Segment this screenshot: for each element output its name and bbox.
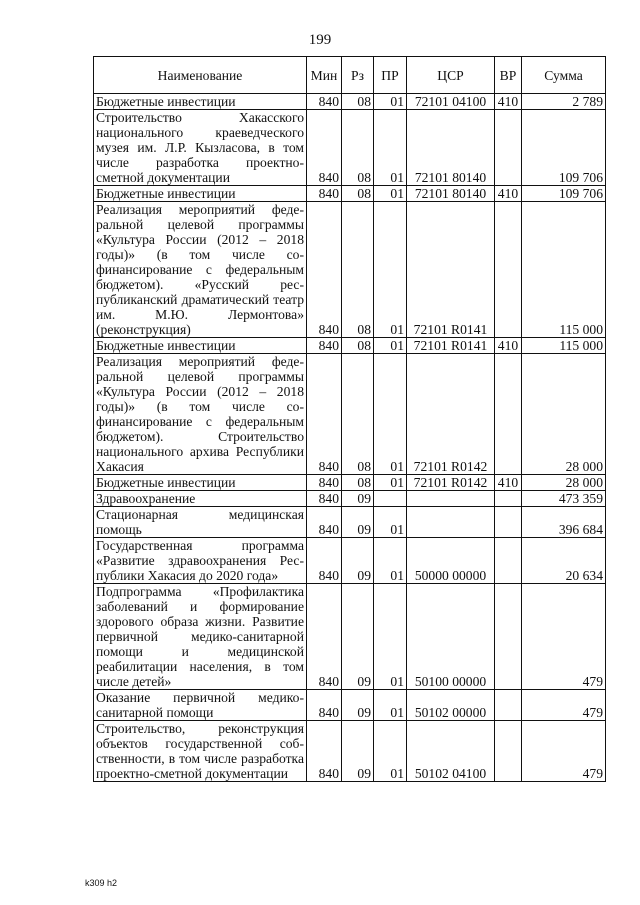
row-csr-cell: 72101 80140 (407, 110, 495, 186)
row-pr-cell: 01 (374, 94, 407, 110)
row-name-cell: Стационарная медицинская помощь (94, 507, 307, 538)
row-sum-cell: 479 (522, 721, 606, 782)
row-sum-cell: 115 000 (522, 338, 606, 354)
row-name-cell: Строительство, реконструкция объектов государственной собственности, в том числе разработка проектно-сметной документации (94, 721, 307, 782)
row-vr-cell: 410 (495, 475, 522, 491)
row-name-cell: Реализация мероприятий федеральной целевой программы «Культура России (2012 – 2018 годы)» (в том числе софинансирование с федеральным бюджетом). Строительство национального архива Республики Хакасия (94, 354, 307, 475)
row-sum-cell: 479 (522, 690, 606, 721)
table-row (94, 491, 606, 507)
row-pr-cell: 01 (374, 186, 407, 202)
row-min-cell: 840 (307, 186, 342, 202)
row-name-cell: Государственная программа «Развитие здравоохранения Республики Хакасия до 2020 года» (94, 538, 307, 584)
row-vr-cell (495, 690, 522, 721)
row-name-cell: Бюджетные инвестиции (94, 186, 307, 202)
row-name-cell: Бюджетные инвестиции (94, 338, 307, 354)
column-header-csr: ЦСР (407, 57, 495, 94)
row-pr-cell: 01 (374, 338, 407, 354)
row-vr-cell (495, 110, 522, 186)
row-csr-cell: 72101 R0141 (407, 338, 495, 354)
row-min-cell: 840 (307, 338, 342, 354)
row-name-cell: Реализация мероприятий федеральной целевой программы «Культура России (2012 – 2018 годы)» (в том числе софинансирование с федеральным бюджетом). «Русский республиканский драматический театр им. М.Ю. Лермонтова» (реконструкция) (94, 202, 307, 338)
row-vr-cell (495, 491, 522, 507)
page-number: 199 (308, 32, 332, 48)
table-row (94, 338, 606, 354)
row-csr-cell: 72101 04100 (407, 94, 495, 110)
row-name-cell: Строительство Хакасского национального краеведческого музея им. Л.Р. Кызласова, в том числе разработка проектно-сметной документации (94, 110, 307, 186)
row-pr-cell: 01 (374, 507, 407, 538)
row-csr-cell: 72101 R0141 (407, 202, 495, 338)
row-vr-cell: 410 (495, 94, 522, 110)
row-rz-cell: 09 (342, 584, 374, 690)
row-name-cell: Подпрограмма «Профилактика заболеваний и формирование здорового образа жизни. Развитие первичной медико-санитарной помощи и медицинской реабилитации населения, в том числе детей» (94, 584, 307, 690)
column-header-sum: Сумма (522, 57, 606, 94)
row-min-cell: 840 (307, 538, 342, 584)
row-csr-cell: 50102 04100 (407, 721, 495, 782)
column-header-vr: ВР (495, 57, 522, 94)
row-rz-cell: 08 (342, 354, 374, 475)
table-row (94, 721, 606, 782)
row-vr-cell: 410 (495, 338, 522, 354)
table-row (94, 94, 606, 110)
row-name-cell: Бюджетные инвестиции (94, 475, 307, 491)
table-row (94, 202, 606, 338)
table-row (94, 507, 606, 538)
row-vr-cell (495, 507, 522, 538)
row-vr-cell (495, 584, 522, 690)
row-min-cell: 840 (307, 110, 342, 186)
row-name-cell: Бюджетные инвестиции (94, 94, 307, 110)
row-sum-cell: 28 000 (522, 354, 606, 475)
table-row (94, 538, 606, 584)
row-pr-cell: 01 (374, 538, 407, 584)
row-sum-cell: 28 000 (522, 475, 606, 491)
row-vr-cell (495, 202, 522, 338)
row-sum-cell: 479 (522, 584, 606, 690)
row-pr-cell: 01 (374, 690, 407, 721)
row-sum-cell: 115 000 (522, 202, 606, 338)
table-header (94, 57, 606, 94)
row-rz-cell: 09 (342, 721, 374, 782)
row-rz-cell: 09 (342, 507, 374, 538)
table-row (94, 354, 606, 475)
row-csr-cell (407, 507, 495, 538)
column-header-pr: ПР (374, 57, 407, 94)
table-row (94, 690, 606, 721)
row-rz-cell: 08 (342, 338, 374, 354)
table-row (94, 110, 606, 186)
row-vr-cell (495, 538, 522, 584)
row-sum-cell: 2 789 (522, 94, 606, 110)
table-row (94, 475, 606, 491)
row-rz-cell: 08 (342, 94, 374, 110)
row-sum-cell: 20 634 (522, 538, 606, 584)
row-sum-cell: 109 706 (522, 186, 606, 202)
table-row (94, 186, 606, 202)
row-min-cell: 840 (307, 475, 342, 491)
row-csr-cell: 72101 R0142 (407, 475, 495, 491)
row-min-cell: 840 (307, 354, 342, 475)
column-header-min: Мин (307, 57, 342, 94)
row-min-cell: 840 (307, 94, 342, 110)
row-csr-cell: 50000 00000 (407, 538, 495, 584)
row-name-cell: Оказание первичной медико-санитарной помощи (94, 690, 307, 721)
row-rz-cell: 08 (342, 202, 374, 338)
row-rz-cell: 08 (342, 186, 374, 202)
row-min-cell: 840 (307, 721, 342, 782)
row-csr-cell: 50100 00000 (407, 584, 495, 690)
footer-code: k309 h2 (85, 878, 118, 888)
row-csr-cell (407, 491, 495, 507)
row-pr-cell: 01 (374, 584, 407, 690)
column-header-name: Наименование (94, 57, 307, 94)
row-vr-cell (495, 721, 522, 782)
row-rz-cell: 09 (342, 538, 374, 584)
row-rz-cell: 08 (342, 110, 374, 186)
row-min-cell: 840 (307, 202, 342, 338)
row-pr-cell: 01 (374, 354, 407, 475)
row-rz-cell: 09 (342, 690, 374, 721)
row-min-cell: 840 (307, 507, 342, 538)
row-vr-cell: 410 (495, 186, 522, 202)
row-vr-cell (495, 354, 522, 475)
row-min-cell: 840 (307, 584, 342, 690)
row-min-cell: 840 (307, 491, 342, 507)
row-sum-cell: 396 684 (522, 507, 606, 538)
row-rz-cell: 08 (342, 475, 374, 491)
row-name-cell: Здравоохранение (94, 491, 307, 507)
table-row (94, 584, 606, 690)
row-pr-cell: 01 (374, 110, 407, 186)
column-header-rz: Рз (342, 57, 374, 94)
row-sum-cell: 473 359 (522, 491, 606, 507)
row-pr-cell: 01 (374, 721, 407, 782)
row-csr-cell: 72101 80140 (407, 186, 495, 202)
row-csr-cell: 72101 R0142 (407, 354, 495, 475)
row-min-cell: 840 (307, 690, 342, 721)
row-pr-cell: 01 (374, 475, 407, 491)
table-body (94, 94, 606, 782)
row-rz-cell: 09 (342, 491, 374, 507)
row-pr-cell (374, 491, 407, 507)
row-pr-cell: 01 (374, 202, 407, 338)
row-sum-cell: 109 706 (522, 110, 606, 186)
budget-table (93, 56, 606, 782)
row-csr-cell: 50102 00000 (407, 690, 495, 721)
